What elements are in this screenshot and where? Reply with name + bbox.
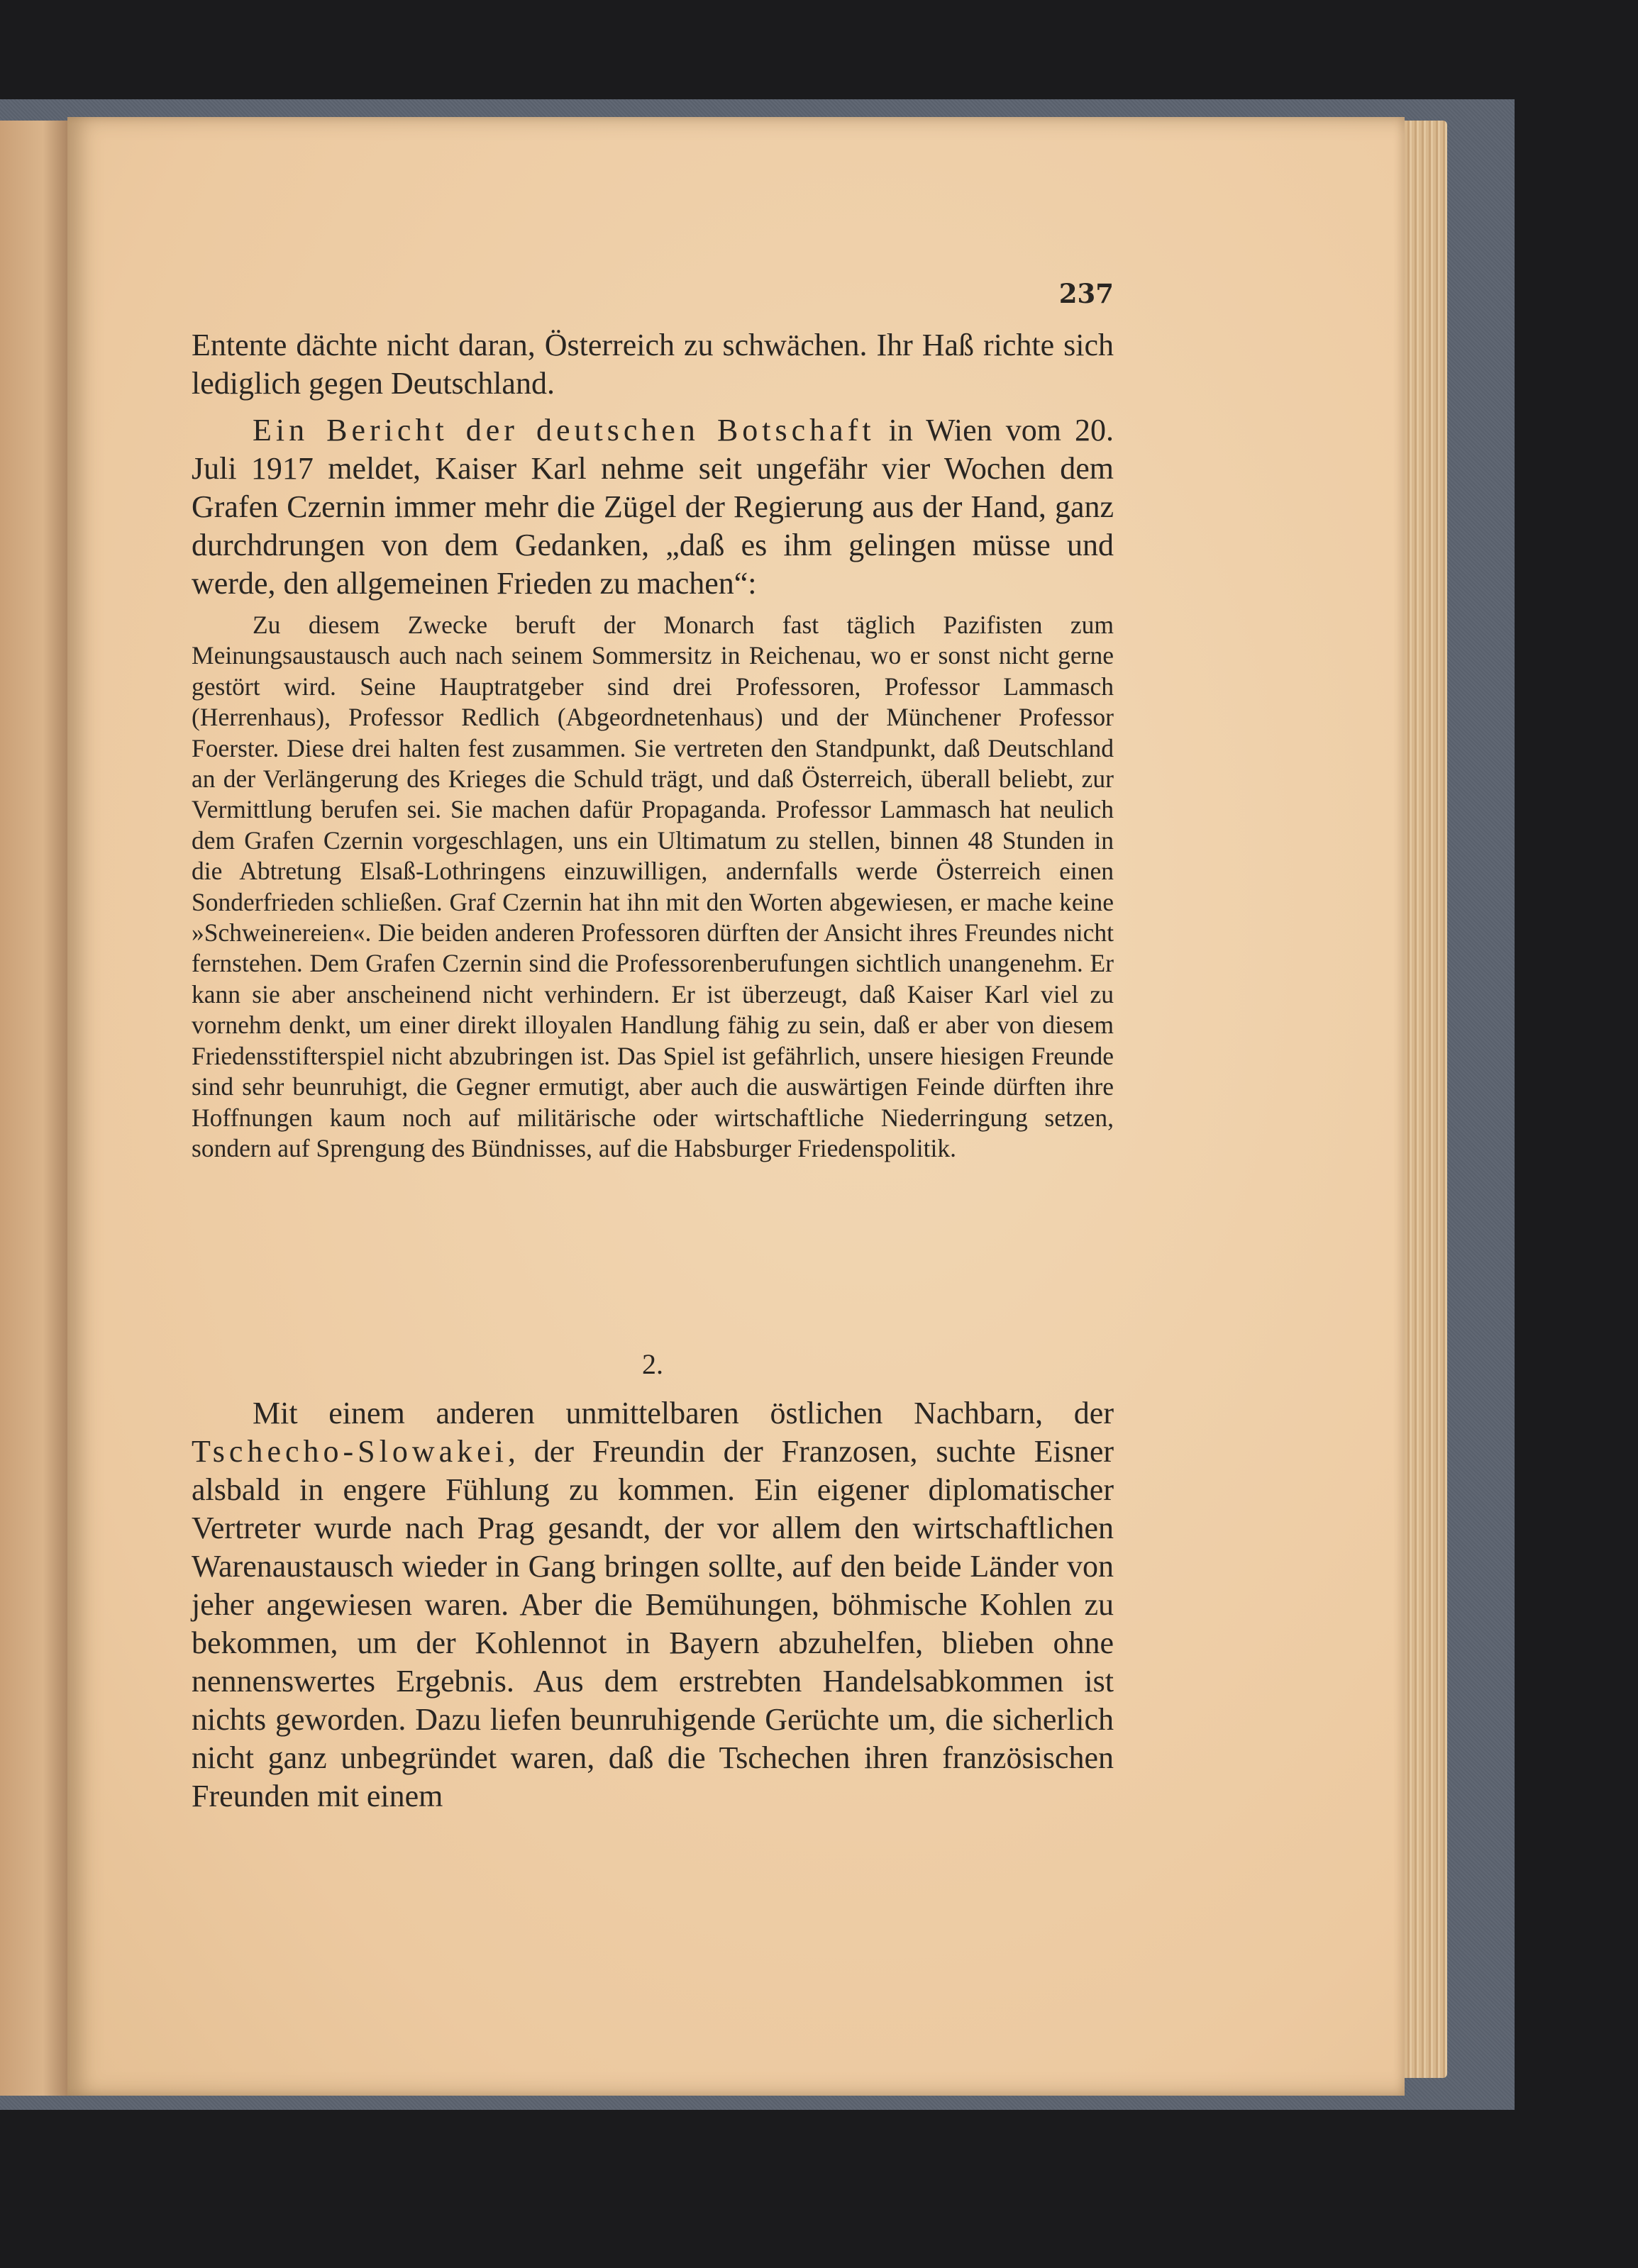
page-number: 237 xyxy=(1058,278,1114,309)
section-number: 2. xyxy=(642,1348,663,1380)
paragraph-report-body: in Wien vom 20. Juli 1917 meldet, Kaiser Karl nehme seit ungefähr vier Wochen dem Grafen Czernin immer mehr die Zügel der Regierung aus der Hand, ganz durchdrungen von dem Gedanken, „daß es ihm gelingen müsse und werde, den allgemeinen Frieden zu machen“: xyxy=(192,413,1114,601)
paragraph-czechoslovakia-body: , der Freundin der Franzosen, suchte Eisner alsbald in engere Fühlung zu kommen. Ein eigener diplomatischer Vertreter wurde nach Prag gesandt, der vor allem den wirtschaftlichen Warenaustausch wieder in Gang bringen sollte, auf den beide Länder von jeher angewiesen waren. Aber die Bemühungen, böhmische Kohlen zu bekommen, um der Kohlennot in Bayern abzuhelfen, blieben ohne nennenswertes Ergebnis. Aus dem erstrebten Handelsabkommen ist nichts geworden. Dazu liefen beunruhigende Gerüchte um, die sicherlich nicht ganz unbegründet waren, daß die Tschechen ihren französischen Freunden mit einem xyxy=(192,1434,1114,1813)
paragraph-czechoslovakia xyxy=(192,1394,1114,1816)
left-page-edge xyxy=(0,121,78,2096)
paragraph-czechoslovakia-start: Mit einem anderen unmittelbaren östlichen Nachbarn, der xyxy=(253,1396,1114,1430)
block-quote: Zu diesem Zwecke beruft der Monarch fast täglich Pazifisten zum Meinungsaustausch auch nach seinem Sommersitz in Reichenau, wo er sonst nicht gerne gestört wird. Seine Hauptratgeber sind drei Professoren, Professor Lammasch (Herrenhaus), Professor Redlich (Abgeordnetenhaus) und der Münchener Professor Foerster. Diese drei halten fest zusammen. Sie vertreten den Standpunkt, daß Deutschland an der Verlängerung des Krieges die Schuld trägt, und daß Österreich, überall beliebt, zur Vermittlung berufen sei. Sie machen dafür Propaganda. Professor Lammasch hat neulich dem Grafen Czernin vorgeschlagen, uns ein Ultimatum zu stellen, binnen 48 Stunden in die Abtretung Elsaß-Lothringens einzuwilligen, andernfalls werde Österreich einen Sonderfrieden schließen. Graf Czernin hat ihn mit den Worten abgewiesen, er mache keine »Schweinereien«. Die beiden anderen Professoren dürften der Ansicht ihres Freundes nicht fernstehen. Dem Grafen Czernin sind die Professorenberufungen sichtlich unangenehm. Er kann sie aber anscheinend nicht verhindern. Er ist überzeugt, daß Kaiser Karl viel zu vornehm denkt, um einer direkt illoyalen Handlung fähig zu sein, daß er aber von diesem Friedensstifterspiel nicht abzubringen ist. Das Spiel ist gefährlich, unsere hiesigen Freunde sind sehr beunruhigt, die Gegner ermutigt, aber auch die auswärtigen Feinde dürften ihre Hoffnungen kaum noch auf militärische oder wirtschaftliche Niederringung setzen, sondern auf Sprengung des Bündnisses, auf die Habsburger Friedenspolitik. xyxy=(192,611,1114,1162)
spaced-heading-text: Ein Bericht der deutschen Botschaft xyxy=(253,413,875,448)
spaced-country-name: Tschecho-Slowakei xyxy=(192,1434,508,1469)
paragraph-continuation: Entente dächte nicht daran, Österreich zu schwächen. Ihr Haß richte sich lediglich gegen Deutschland. xyxy=(192,328,1114,401)
paragraph-report xyxy=(192,411,1114,603)
